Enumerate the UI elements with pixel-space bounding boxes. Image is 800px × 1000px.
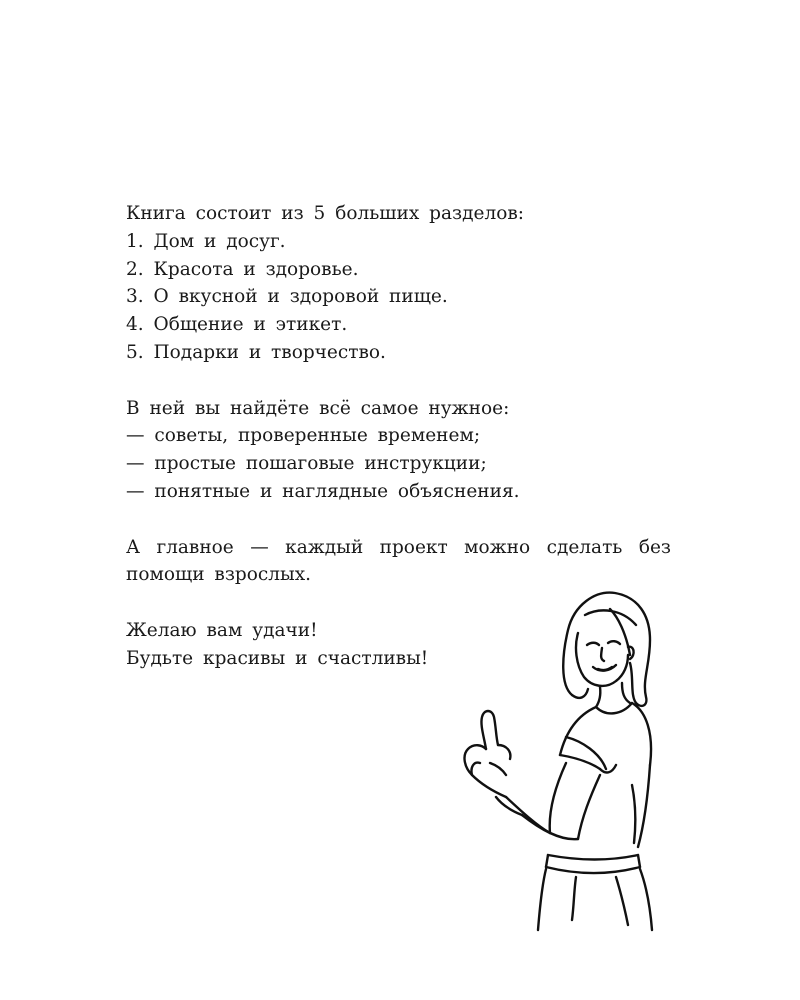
closing-line: Желаю вам удачи! bbox=[126, 619, 318, 641]
closing-line: Будьте красивы и счастливы! bbox=[126, 647, 429, 669]
woman-thumbs-up-icon bbox=[450, 585, 650, 935]
section-item: 4. Общение и этикет. bbox=[126, 314, 348, 336]
feature-item: — понятные и наглядные объяснения. bbox=[126, 480, 520, 502]
section-item: 3. О вкусной и здоровой пище. bbox=[126, 286, 448, 308]
section-item: 5. Подарки и творчество. bbox=[126, 341, 386, 363]
features-list bbox=[126, 395, 671, 506]
features-intro: В ней вы найдёте всё самое нужное: bbox=[126, 397, 510, 419]
main-point-paragraph: А главное — каждый проект можно сделать без помощи взрослых. bbox=[126, 536, 671, 586]
section-item: 1. Дом и досуг. bbox=[126, 230, 286, 252]
section-item: 2. Красота и здоровье. bbox=[126, 258, 359, 280]
feature-item: — советы, проверенные временем; bbox=[126, 425, 481, 447]
sections-list bbox=[126, 200, 671, 367]
sections-intro: Книга состоит из 5 больших разделов: bbox=[126, 203, 524, 224]
feature-item: — простые пошаговые инструкции; bbox=[126, 453, 487, 475]
